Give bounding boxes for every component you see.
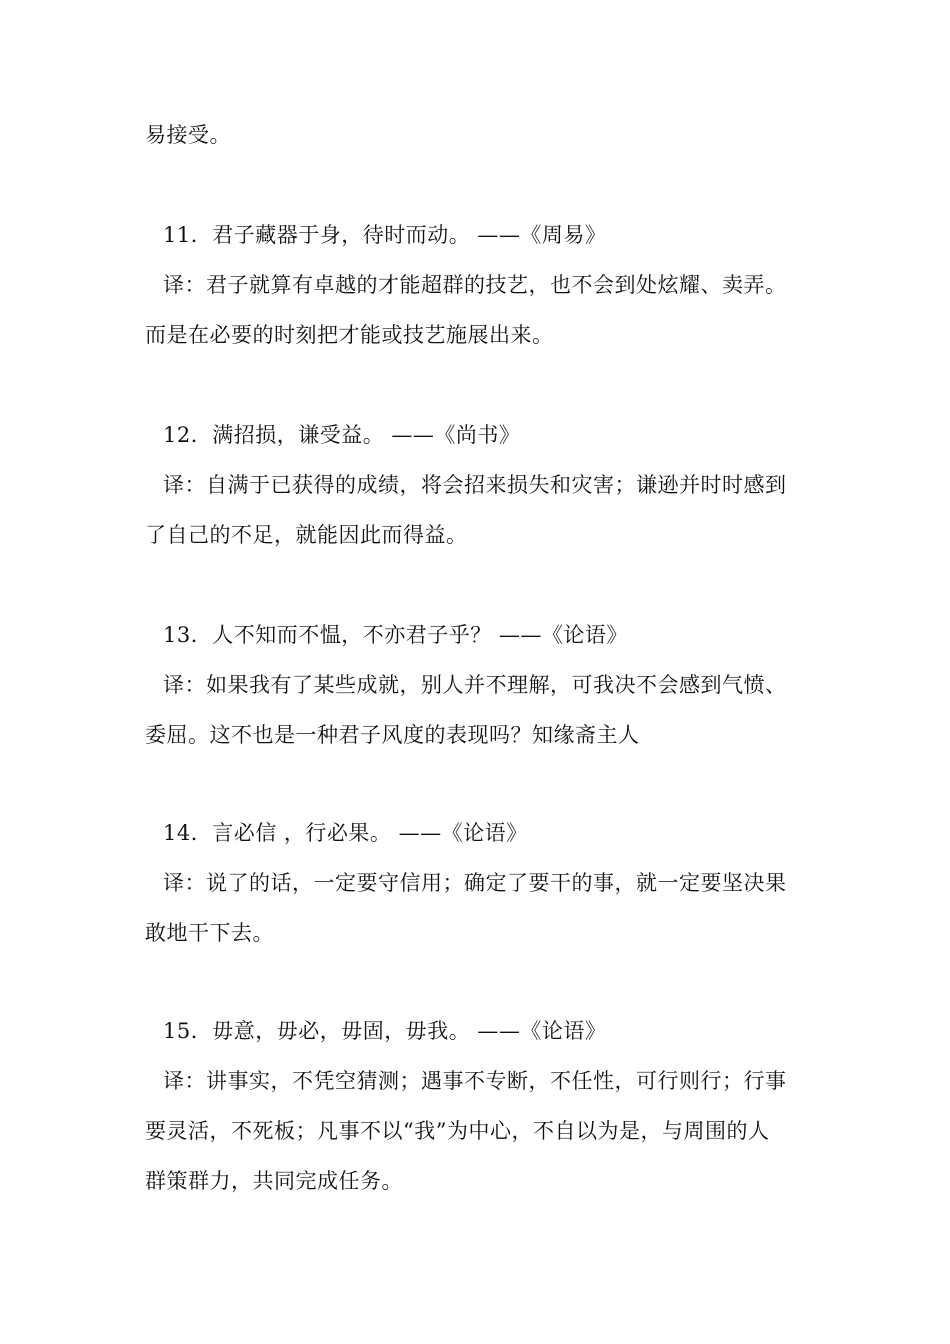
translation-15-line-3: 群策群力，共同完成任务。 (145, 1169, 403, 1193)
translation-12-line-2: 了自己的不足，就能因此而得益。 (145, 523, 468, 547)
translation-14-line-2: 敢地干下去。 (145, 921, 274, 945)
translation-15-line-1: 译：讲事实，不凭空猜测；遇事不专断，不任性，可行则行；行事 (163, 1069, 787, 1093)
quote-12: 12．满招损，谦受益。 ——《尚书》 (163, 423, 521, 447)
translation-13-line-1: 译：如果我有了某些成就，别人并不理解，可我决不会感到气愤、 (163, 673, 787, 697)
continuation-text: 易接受。 (145, 123, 231, 147)
translation-13-line-2: 委屈。这不也是一种君子风度的表现吗？知缘斋主人 (145, 723, 640, 747)
quote-13: 13．人不知而不愠，不亦君子乎？ ——《论语》 (163, 623, 628, 647)
quote-14: 14．言必信 ，行必果。 ——《论语》 (163, 821, 528, 845)
translation-15-line-2: 要灵活，不死板；凡事不以“我”为中心，不自以为是，与周围的人 (145, 1119, 770, 1143)
translation-14-line-1: 译：说了的话，一定要守信用；确定了要干的事，就一定要坚决果 (163, 871, 787, 895)
quote-11: 11．君子藏器于身，待时而动。 ——《周易》 (163, 223, 607, 247)
translation-11-line-1: 译：君子就算有卓越的才能超群的技艺，也不会到处炫耀、卖弄。 (163, 273, 787, 297)
translation-12-line-1: 译：自满于已获得的成绩，将会招来损失和灾害；谦逊并时时感到 (163, 473, 787, 497)
quote-15: 15．毋意，毋必，毋固，毋我。 ——《论语》 (163, 1019, 607, 1043)
translation-11-line-2: 而是在必要的时刻把才能或技艺施展出来。 (145, 323, 554, 347)
